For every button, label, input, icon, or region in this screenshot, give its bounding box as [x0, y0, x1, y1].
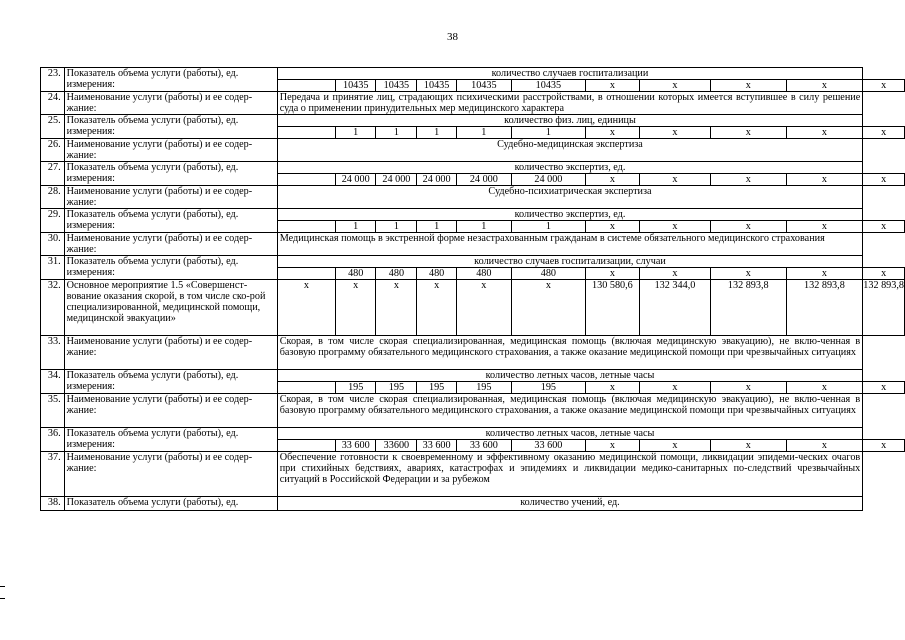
value-cell: х: [376, 280, 417, 336]
unit-cell: количество случаев госпитализации: [277, 68, 863, 80]
value-cell: х: [863, 221, 905, 233]
margin-mark: [0, 598, 5, 599]
blank-cell: [277, 221, 335, 233]
unit-cell: количество учений, ед.: [277, 497, 863, 511]
unit-cell: количество летных часов, летные часы: [277, 428, 863, 440]
value-cell: 24 000: [376, 174, 417, 186]
row-label: Наименование услуги (работы) и ее содер-жание:: [64, 233, 277, 256]
row-label: Показатель объема услуги (работы), ед. измерения:: [64, 209, 277, 233]
row-number: 28.: [41, 186, 65, 209]
value-cell: 195: [376, 382, 417, 394]
value-cell: 1: [417, 127, 456, 139]
value-cell: х: [456, 280, 511, 336]
value-cell: х: [863, 127, 905, 139]
row-label: Показатель объема услуги (работы), ед.: [64, 497, 277, 511]
value-cell: х: [585, 221, 639, 233]
value-cell: х: [786, 174, 863, 186]
value-cell: 33 600: [511, 440, 585, 452]
value-cell: х: [585, 440, 639, 452]
value-cell: х: [710, 268, 786, 280]
value-cell: 1: [336, 127, 376, 139]
value-cell: 1: [376, 221, 417, 233]
value-cell: х: [710, 80, 786, 92]
row-label: Наименование услуги (работы) и ее содер-жание:: [64, 394, 277, 428]
value-cell: 10435: [511, 80, 585, 92]
value-cell: 132 893,8: [863, 280, 905, 336]
unit-row: [41, 256, 905, 268]
value-cell: х: [786, 382, 863, 394]
row-number: 26.: [41, 139, 65, 162]
value-cell: 10435: [417, 80, 456, 92]
unit-cell: количество случаев госпитализации, случаи: [277, 256, 863, 268]
value-cell: 33 600: [417, 440, 456, 452]
value-cell: 480: [456, 268, 511, 280]
row-label: Наименование услуги (работы) и ее содер-жание:: [64, 92, 277, 115]
value-cell: 24 000: [511, 174, 585, 186]
service-row: [41, 452, 905, 497]
value-cell: 132 893,8: [710, 280, 786, 336]
blank-cell: [277, 382, 335, 394]
blank-cell: [277, 80, 335, 92]
row-label: Наименование услуги (работы) и ее содер-жание:: [64, 452, 277, 497]
value-cell: х: [863, 440, 905, 452]
row-label: Показатель объема услуги (работы), ед. измерения:: [64, 68, 277, 92]
unit-row: [41, 162, 905, 174]
blank-cell: [277, 174, 335, 186]
value-cell: х: [786, 440, 863, 452]
value-cell: х: [639, 268, 710, 280]
value-cell: х: [863, 382, 905, 394]
row-number: 32.: [41, 280, 65, 336]
row-number: 30.: [41, 233, 65, 256]
value-cell: х: [863, 174, 905, 186]
row-label: Наименование услуги (работы) и ее содер-жание:: [64, 336, 277, 370]
value-cell: х: [639, 127, 710, 139]
row-number: 37.: [41, 452, 65, 497]
unit-row: [41, 428, 905, 440]
value-cell: х: [786, 80, 863, 92]
unit-cell: количество экспертиз, ед.: [277, 162, 863, 174]
value-cell: 1: [376, 127, 417, 139]
row-number: 23.: [41, 68, 65, 92]
service-row: [41, 139, 905, 162]
value-cell: 132 893,8: [786, 280, 863, 336]
value-cell: х: [710, 221, 786, 233]
row-number: 36.: [41, 428, 65, 452]
value-cell: 10435: [336, 80, 376, 92]
service-row: [41, 394, 905, 428]
row-number: 31.: [41, 256, 65, 280]
service-text: Судебно-психиатрическая экспертиза: [277, 186, 863, 209]
value-cell: 33600: [376, 440, 417, 452]
service-row: [41, 186, 905, 209]
row-label: Показатель объема услуги (работы), ед. измерения:: [64, 256, 277, 280]
value-cell: 195: [456, 382, 511, 394]
value-cell: 480: [511, 268, 585, 280]
row-number: 25.: [41, 115, 65, 139]
service-text: Обеспечение готовности к своевременному и эффективному оказанию медицинской помощи, ликвидации эпидеми-ческих очагов при стихийных бедствиях, авариях, катастрофах и эпидемиях и ликвидации медико-санитарных по-следствий чрезвычайных ситуаций в Российской Федерации и за рубежом: [277, 452, 863, 497]
value-cell: 10435: [456, 80, 511, 92]
value-cell: 1: [456, 221, 511, 233]
value-cell: 1: [511, 127, 585, 139]
unit-cell: количество физ. лиц, единицы: [277, 115, 863, 127]
row-label: Показатель объема услуги (работы), ед. измерения:: [64, 428, 277, 452]
value-cell: х: [786, 221, 863, 233]
value-cell: х: [639, 221, 710, 233]
service-text: Медицинская помощь в экстренной форме незастрахованным гражданам в системе обязательного медицинского страхования: [277, 233, 863, 256]
value-cell: 24 000: [336, 174, 376, 186]
row-label: Показатель объема услуги (работы), ед. измерения:: [64, 162, 277, 186]
row-label: Наименование услуги (работы) и ее содер-жание:: [64, 139, 277, 162]
service-text: Скорая, в том числе скорая специализированная, медицинская помощь (включая медицинскую эвакуацию), не вклю-ченная в базовую программу обязательного медицинского страхования, а также оказание медицинской помощи при чрезвычайных ситуациях: [277, 394, 863, 428]
value-cell: х: [277, 280, 335, 336]
value-cell: х: [585, 127, 639, 139]
blank-cell: [277, 127, 335, 139]
service-text: Судебно-медицинская экспертиза: [277, 139, 863, 162]
margin-mark: [0, 586, 5, 587]
value-cell: х: [336, 280, 376, 336]
row-label: Показатель объема услуги (работы), ед. измерения:: [64, 370, 277, 394]
value-cell: х: [863, 80, 905, 92]
unit-row: [41, 68, 905, 80]
blank-cell: [277, 440, 335, 452]
unit-row: [41, 370, 905, 382]
value-cell: 480: [417, 268, 456, 280]
value-cell: х: [710, 174, 786, 186]
value-cell: х: [786, 268, 863, 280]
value-cell: х: [639, 80, 710, 92]
value-cell: 33 600: [456, 440, 511, 452]
unit-row: [41, 497, 905, 511]
value-cell: х: [639, 174, 710, 186]
value-cell: 33 600: [336, 440, 376, 452]
value-cell: х: [585, 174, 639, 186]
value-cell: 130 580,6: [585, 280, 639, 336]
service-text: Скорая, в том числе скорая специализированная, медицинская помощь (включая медицинскую эвакуацию), не вклю-ченная в базовую программу обязательного медицинского страхования, а также оказание медицинской помощи при чрезвычайных ситуациях: [277, 336, 863, 370]
unit-row: [41, 115, 905, 127]
value-cell: х: [585, 268, 639, 280]
service-text: Передача и принятие лиц, страдающих психическими расстройствами, в отношении которых имеется вступившее в силу решение суда о применении принудительных мер медицинского характера: [277, 92, 863, 115]
unit-row: [41, 209, 905, 221]
budget-table: [40, 67, 905, 511]
value-cell: 1: [336, 221, 376, 233]
row-label: Показатель объема услуги (работы), ед. измерения:: [64, 115, 277, 139]
value-cell: х: [863, 268, 905, 280]
value-cell: х: [710, 440, 786, 452]
row-label: Наименование услуги (работы) и ее содер-жание:: [64, 186, 277, 209]
value-cell: 195: [417, 382, 456, 394]
value-cell: х: [585, 382, 639, 394]
service-row: [41, 336, 905, 370]
values-row: [41, 280, 905, 336]
row-number: 24.: [41, 92, 65, 115]
value-cell: 24 000: [417, 174, 456, 186]
value-cell: 24 000: [456, 174, 511, 186]
value-cell: х: [417, 280, 456, 336]
page-number: 38: [447, 31, 458, 43]
value-cell: 195: [336, 382, 376, 394]
value-cell: х: [710, 382, 786, 394]
row-number: 33.: [41, 336, 65, 370]
value-cell: х: [639, 440, 710, 452]
row-number: 38.: [41, 497, 65, 511]
value-cell: 1: [456, 127, 511, 139]
row-label: Основное мероприятие 1.5 «Совершенст-вование оказания скорой, в том числе ско-рой специализированной, медицинской помощи, медицинской эвакуации»: [64, 280, 277, 336]
value-cell: 480: [376, 268, 417, 280]
row-number: 35.: [41, 394, 65, 428]
value-cell: х: [786, 127, 863, 139]
value-cell: х: [710, 127, 786, 139]
row-number: 29.: [41, 209, 65, 233]
service-row: [41, 92, 905, 115]
value-cell: 195: [511, 382, 585, 394]
value-cell: х: [511, 280, 585, 336]
value-cell: 1: [417, 221, 456, 233]
value-cell: 132 344,0: [639, 280, 710, 336]
value-cell: 480: [336, 268, 376, 280]
row-number: 34.: [41, 370, 65, 394]
row-number: 27.: [41, 162, 65, 186]
service-row: [41, 233, 905, 256]
value-cell: х: [585, 80, 639, 92]
unit-cell: количество летных часов, летные часы: [277, 370, 863, 382]
value-cell: х: [639, 382, 710, 394]
value-cell: 10435: [376, 80, 417, 92]
value-cell: 1: [511, 221, 585, 233]
blank-cell: [277, 268, 335, 280]
unit-cell: количество экспертиз, ед.: [277, 209, 863, 221]
